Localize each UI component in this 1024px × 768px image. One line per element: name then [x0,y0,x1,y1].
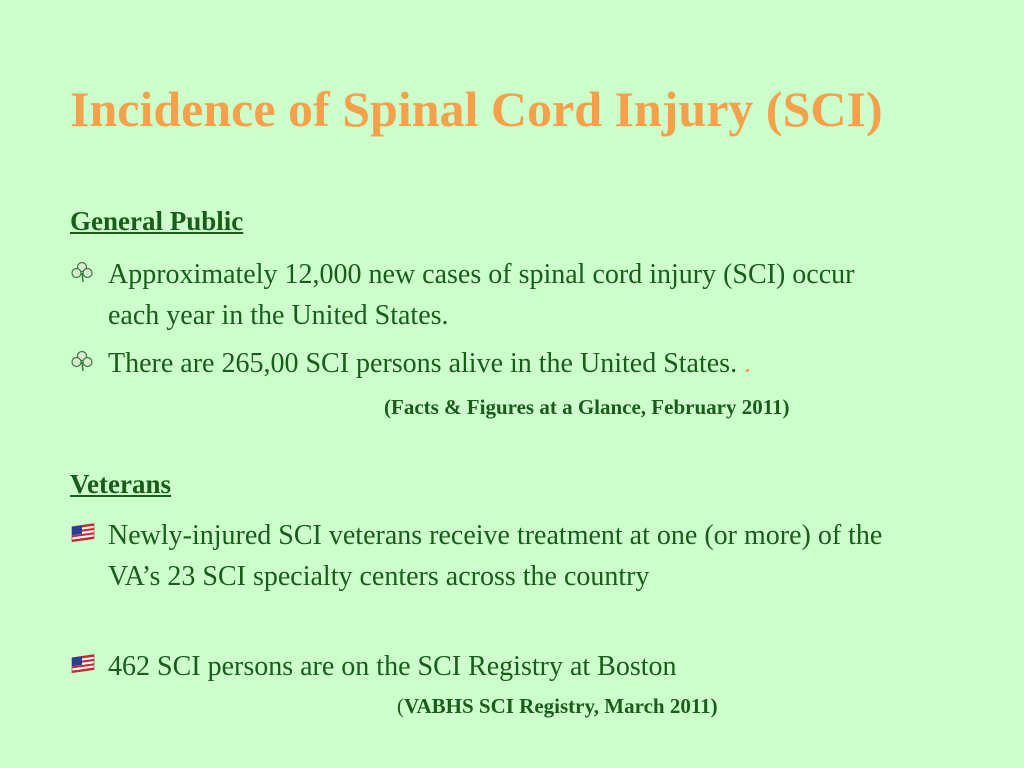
bullet-text: 462 SCI persons are on the SCI Registry at Boston [108,651,677,682]
list-item [70,646,910,687]
veterans-heading: Veterans [70,469,171,499]
slide-title: Incidence of Spinal Cord Injury (SCI) [70,81,883,137]
clover-icon [70,254,108,289]
citation-vabhs-registry [397,694,718,719]
us-flag-icon [70,515,108,548]
citation-open-paren: ( [397,694,404,718]
clover-icon [70,343,108,378]
list-item [70,343,970,384]
bullet-text: Newly-injured SCI veterans receive treatment at one (or more) of the VA’s 23 SCI specialty centers across the country [108,520,883,592]
general-public-heading: General Public [70,206,244,236]
citation-text: VABHS SCI Registry, March 2011) [404,694,718,718]
list-item [70,515,890,597]
list-item [70,254,910,336]
trailing-dot: . [744,348,752,379]
us-flag-icon [70,646,108,679]
citation-facts-figures: (Facts & Figures at a Glance, February 2011) [384,395,790,419]
bullet-text: Approximately 12,000 new cases of spinal cord injury (SCI) occur each year in the United States. [108,259,855,331]
bullet-text: There are 265,00 SCI persons alive in the United States. [108,348,745,379]
